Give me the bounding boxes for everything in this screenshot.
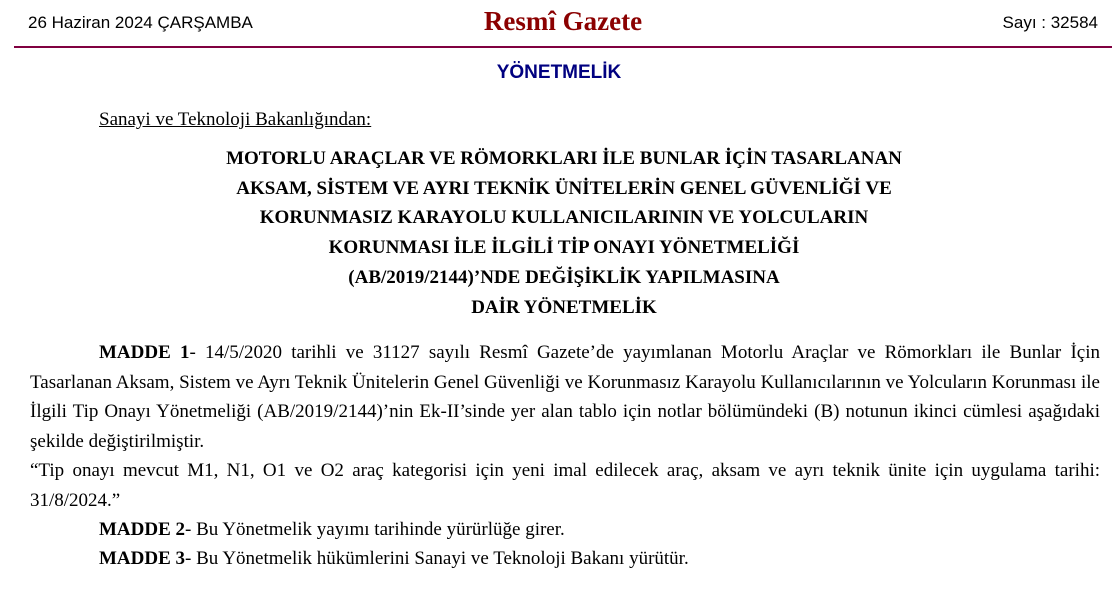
article-text: - Bu Yönetmelik hükümlerini Sanayi ve Teknoloji Bakanı yürütür. [185, 548, 689, 569]
section-title: YÖNETMELİK [496, 62, 622, 83]
article-1 [30, 338, 1100, 456]
amendment-quote: “Tip onayı mevcut M1, N1, O1 ve O2 araç kategorisi için yeni imal edilecek araç, aksam ve ayrı teknik ünite için uygulama tarihi: 31/8/2024.” [30, 460, 1100, 511]
article-label: MADDE 3 [99, 548, 186, 569]
regulation-title-line: KORUNMASI İLE İLGİLİ TİP ONAYI YÖNETMELİĞİ [328, 237, 800, 259]
gazette-header [14, 0, 1112, 48]
article-text: - Bu Yönetmelik yayımı tarihinde yürürlüğe girer. [185, 519, 565, 540]
article-3 [30, 544, 1100, 574]
regulation-title-line: (AB/2019/2144)’NDE DEĞİŞİKLİK YAPILMASINA [348, 266, 780, 288]
regulation-title-line: KORUNMASIZ KARAYOLU KULLANICILARININ VE YOLCULARIN [259, 207, 869, 229]
regulation-title-line: MOTORLU ARAÇLAR VE RÖMORKLARI İLE BUNLAR İÇİN TASARLANAN [226, 148, 902, 169]
ministry-name: Sanayi ve Teknoloji Bakanlığından: [99, 109, 372, 130]
gazette-title: Resmî Gazete [483, 6, 643, 36]
regulation-title-line: AKSAM, SİSTEM VE AYRI TEKNİK ÜNİTELERİN GENEL GÜVENLİĞİ VE [236, 177, 892, 199]
article-label: MADDE 1 [99, 342, 190, 363]
article-2 [30, 515, 1100, 545]
article-text: - 14/5/2020 tarihli ve 31127 sayılı Resmî Gazete’de yayımlanan Motorlu Araçlar ve Römorkları ile Bunlar İçin Tasarlanan Aksam, Sistem ve Ayrı Teknik Ünitelerin Genel Güvenliği ve Korunmasız Karayolu Kullanıcılarının ve Yolcuların Korunması ile İlgili Tip Onayı Yönetmeliği (AB/2019/2144)’nin Ek-II’sinde yer alan tablo için notlar bölümündeki (B) notunun ikinci cümlesi aşağıdaki şekilde değiştirilmiştir. [30, 342, 1100, 452]
regulation-title-line: DAİR YÖNETMELİK [471, 296, 657, 318]
issue-date: 26 Haziran 2024 ÇARŞAMBA [28, 13, 253, 32]
regulation-title [0, 144, 1118, 322]
article-label: MADDE 2 [99, 519, 186, 540]
issue-number: Sayı : 32584 [1002, 13, 1098, 32]
